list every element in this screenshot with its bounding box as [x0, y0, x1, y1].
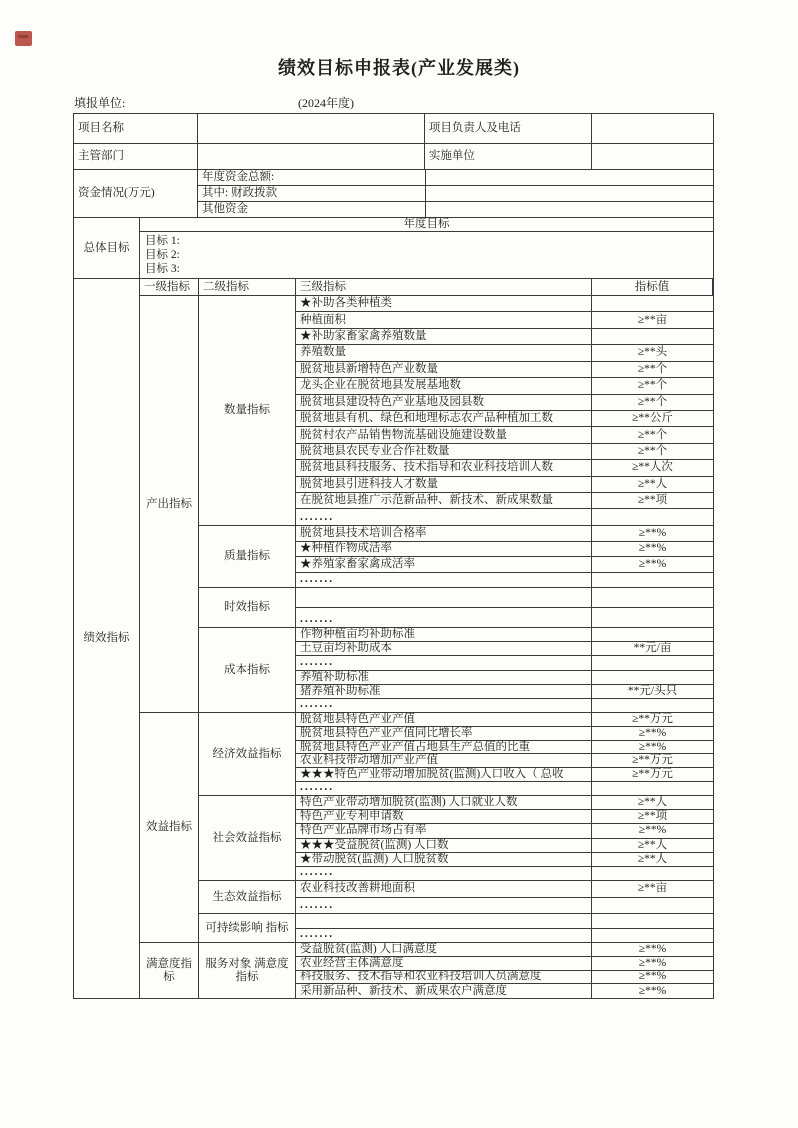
indicator-name-cell: 脱贫地县特色产业产值	[296, 713, 592, 727]
indicators-body	[140, 296, 713, 998]
indicator-value-cell: ≥**亩	[592, 312, 713, 328]
level2-section	[199, 713, 713, 796]
indicator-value-cell: ≥**个	[592, 378, 713, 394]
level1-cell: 产出指标	[140, 296, 199, 713]
indicator-value-cell: ≥**%	[592, 824, 713, 838]
department-value	[198, 144, 425, 170]
indicator-row	[296, 345, 713, 361]
indicator-name-cell: 猪养殖补助标准	[296, 685, 592, 699]
indicator-value-cell: ≥**头	[592, 345, 713, 361]
funds-other-label: 其他资金	[198, 202, 426, 218]
indicator-rows	[296, 588, 713, 628]
level2-cell: 时效指标	[199, 588, 296, 628]
indicator-name-cell: .......	[296, 509, 592, 525]
filler-unit-label: 填报单位:	[74, 96, 126, 110]
indicator-name-cell: 种植面积	[296, 312, 592, 328]
level2-section	[199, 526, 713, 588]
indicator-row	[296, 929, 713, 944]
indicator-row	[296, 378, 713, 394]
level2-cell: 数量指标	[199, 296, 296, 526]
indicator-value-cell	[592, 573, 713, 589]
funds-other-value	[426, 202, 713, 218]
goal-line-3: 目标 3:	[145, 263, 180, 275]
level1-group	[140, 943, 713, 998]
level2-section	[199, 796, 713, 881]
row-project-name	[74, 114, 713, 144]
indicator-name-cell: 作物种植亩均补助标准	[296, 628, 592, 642]
indicator-value-cell	[592, 782, 713, 796]
indicators-header-row	[140, 279, 713, 296]
level1-group	[140, 296, 713, 713]
indicator-name-cell: 受益脱贫(监测) 人口满意度	[296, 943, 592, 957]
indicator-name-cell: 农业经营主体满意度	[296, 957, 592, 971]
indicator-name-cell: 脱贫地县技术培训合格率	[296, 526, 592, 542]
indicator-value-cell	[592, 628, 713, 642]
indicator-name-cell: 脱贫地县特色产业产值同比增长率	[296, 727, 592, 741]
indicator-value-cell: ≥**%	[592, 741, 713, 755]
indicator-value-cell: ≥**公斤	[592, 411, 713, 427]
funds-row-fiscal	[198, 186, 713, 202]
indicator-name-cell: ★养殖家畜家禽成活率	[296, 557, 592, 573]
indicator-rows	[296, 526, 713, 588]
row-overall-goal	[74, 218, 713, 279]
level2-sections	[199, 296, 713, 713]
funds-label: 资金情况(万元)	[74, 170, 198, 218]
leader-phone-value	[592, 114, 713, 144]
indicator-row	[296, 628, 713, 642]
indicator-row	[296, 542, 713, 558]
indicator-name-cell: .......	[296, 656, 592, 670]
indicator-value-cell: ≥**人	[592, 853, 713, 867]
indicator-name-cell: 脱贫地县新增特色产业数量	[296, 362, 592, 378]
indicator-name-cell: ★带动脱贫(监测) 人口脱贫数	[296, 853, 592, 867]
indicator-value-cell: **元/头只	[592, 685, 713, 699]
indicator-row	[296, 573, 713, 589]
indicator-row	[296, 509, 713, 525]
indicator-value-cell: ≥**个	[592, 362, 713, 378]
indicator-value-cell: ≥**个	[592, 395, 713, 411]
indicator-name-cell: .......	[296, 608, 592, 628]
level2-sections	[199, 943, 713, 998]
indicator-value-cell	[592, 296, 713, 312]
indicator-name-cell: ★★★受益脱贫(监测) 人口数	[296, 839, 592, 853]
indicator-value-cell: ≥**万元	[592, 768, 713, 782]
annual-goal-header: 年度目标	[140, 218, 713, 232]
indicator-value-cell: ≥**%	[592, 727, 713, 741]
form-title: 绩效目标申报表(产业发展类)	[278, 58, 520, 78]
indicator-row	[296, 898, 713, 915]
year-label: (2024年度)	[298, 96, 354, 110]
level1-group	[140, 713, 713, 943]
indicator-row	[296, 493, 713, 509]
level2-section	[199, 914, 713, 943]
project-name-label: 项目名称	[74, 114, 198, 144]
indicator-value-cell: **元/亩	[592, 642, 713, 656]
impl-unit-label: 实施单位	[425, 144, 592, 170]
level2-sections	[199, 713, 713, 943]
level2-cell: 质量指标	[199, 526, 296, 588]
indicator-value-cell	[592, 671, 713, 685]
overall-goal-label: 总体目标	[74, 218, 140, 279]
funds-row-total	[198, 170, 713, 186]
indicator-row	[296, 741, 713, 755]
level2-cell: 成本指标	[199, 628, 296, 713]
indicator-value-cell: ≥**%	[592, 557, 713, 573]
form-table	[73, 113, 714, 999]
indicator-name-cell: 采用新品种、新技术、新成果农户满意度	[296, 984, 592, 998]
goal-line-2: 目标 2:	[145, 249, 180, 261]
indicator-row	[296, 444, 713, 460]
indicator-value-cell: ≥**%	[592, 526, 713, 542]
indicator-name-cell: 龙头企业在脱贫地县发展基地数	[296, 378, 592, 394]
indicator-row	[296, 754, 713, 768]
funds-subtable	[198, 170, 713, 218]
indicator-name-cell: ★补助各类种植类	[296, 296, 592, 312]
indicator-value-cell: ≥**人	[592, 839, 713, 853]
level2-cell: 社会效益指标	[199, 796, 296, 881]
indicators-block	[74, 279, 713, 998]
indicator-name-cell: 脱贫地县引进科技人才数量	[296, 477, 592, 493]
indicator-row	[296, 914, 713, 929]
row-funds	[74, 170, 713, 218]
indicator-name-cell: 脱贫地县科技服务、技术指导和农业科技培训人数	[296, 460, 592, 476]
indicator-row	[296, 727, 713, 741]
indicator-name-cell: 特色产业带动增加脱贫(监测) 人口就业人数	[296, 796, 592, 810]
goal-line-1: 目标 1:	[145, 235, 180, 247]
indicator-row	[296, 608, 713, 628]
indicator-row	[296, 411, 713, 427]
level2-section	[199, 943, 713, 998]
indicator-row	[296, 839, 713, 853]
impl-unit-value	[592, 144, 713, 170]
indicator-row	[296, 943, 713, 957]
indicator-value-cell: ≥**个	[592, 444, 713, 460]
indicator-name-cell: 在脱贫地县推广示范新品种、新技术、新成果数量	[296, 493, 592, 509]
indicator-name-cell: 脱贫村农产品销售物流基础设施建设数量	[296, 427, 592, 443]
indicator-value-cell	[592, 867, 713, 881]
indicator-row	[296, 768, 713, 782]
indicator-row	[296, 642, 713, 656]
level2-cell: 服务对象 满意度指标	[199, 943, 296, 998]
level2-section	[199, 296, 713, 526]
indicator-name-cell: .......	[296, 573, 592, 589]
indicator-row	[296, 957, 713, 971]
indicator-name-cell: .......	[296, 699, 592, 713]
indicator-name-cell: .......	[296, 782, 592, 796]
indicator-value-cell: ≥**%	[592, 957, 713, 971]
indicator-name-cell: 农业科技改善耕地面积	[296, 881, 592, 898]
indicators-table	[140, 279, 713, 998]
funds-row-other	[198, 202, 713, 218]
indicator-value-cell: ≥**%	[592, 542, 713, 558]
indicator-value-cell: ≥**%	[592, 971, 713, 985]
indicator-name-cell: .......	[296, 867, 592, 881]
indicator-rows	[296, 628, 713, 713]
indicator-value-cell: ≥**人	[592, 477, 713, 493]
indicator-name-cell: ★★★特色产业带动增加脱贫(监测)人口收入（ 总收	[296, 768, 592, 782]
indicator-rows	[296, 943, 713, 998]
overall-goal-area	[140, 218, 713, 279]
indicator-rows	[296, 713, 713, 796]
corner-logo-icon	[15, 31, 32, 46]
indicator-value-cell	[592, 914, 713, 929]
indicator-value-cell: ≥**亩	[592, 881, 713, 898]
level2-section	[199, 588, 713, 628]
indicator-name-cell: 土豆亩均补助成本	[296, 642, 592, 656]
indicator-row	[296, 427, 713, 443]
indicator-name-cell: ★补助家畜家禽养殖数量	[296, 329, 592, 345]
indicator-row	[296, 971, 713, 985]
indicator-name-cell	[296, 914, 592, 929]
indicator-value-cell: ≥**人	[592, 796, 713, 810]
indicator-row	[296, 810, 713, 824]
indicator-name-cell: 农业科技带动增加产业产值	[296, 754, 592, 768]
indicator-row	[296, 867, 713, 881]
indicator-rows	[296, 914, 713, 943]
indicator-name-cell: 特色产业品牌市场占有率	[296, 824, 592, 838]
indicator-rows	[296, 881, 713, 914]
level2-cell: 可持续影响 指标	[199, 914, 296, 943]
row-department	[74, 144, 713, 170]
indicator-value-cell: ≥**个	[592, 427, 713, 443]
indicator-name-cell: 养殖数量	[296, 345, 592, 361]
indicator-value-cell	[592, 329, 713, 345]
indicator-name-cell: 科技服务、技术指导和农业科技培训人员满意度	[296, 971, 592, 985]
indicator-name-cell: 养殖补助标准	[296, 671, 592, 685]
indicator-row	[296, 685, 713, 699]
level2-cell: 经济效益指标	[199, 713, 296, 796]
indicator-row	[296, 796, 713, 810]
indicator-row	[296, 824, 713, 838]
indicator-row	[296, 588, 713, 608]
indicator-row	[296, 656, 713, 670]
project-name-value	[198, 114, 425, 144]
level1-cell: 效益指标	[140, 713, 199, 943]
indicator-value-cell: ≥**人次	[592, 460, 713, 476]
indicator-row	[296, 699, 713, 713]
indicator-row	[296, 329, 713, 345]
indicator-name-cell: 脱贫地县农民专业合作社数量	[296, 444, 592, 460]
header-level2: 二级指标	[199, 279, 296, 296]
indicator-value-cell: ≥**%	[638, 984, 667, 997]
indicator-name-cell	[296, 588, 592, 608]
indicator-row	[296, 395, 713, 411]
indicator-value-cell	[592, 699, 713, 713]
indicator-value-cell: ≥**项	[592, 810, 713, 824]
goal-lines	[140, 232, 713, 279]
leader-phone-label: 项目负责人及电话	[425, 114, 592, 144]
indicator-name-cell: 脱贫地县特色产业产值占地县生产总值的比重	[296, 741, 592, 755]
indicator-value-cell	[592, 929, 713, 944]
indicator-row	[296, 853, 713, 867]
level2-cell: 生态效益指标	[199, 881, 296, 914]
indicator-row	[296, 460, 713, 476]
indicator-value-cell	[592, 656, 713, 670]
indicator-row	[296, 557, 713, 573]
funds-total-label: 年度资金总额:	[198, 170, 426, 186]
indicator-value-cell: ≥**万元	[592, 754, 713, 768]
header-level3: 三级指标	[296, 279, 592, 296]
indicator-value-cell	[592, 608, 713, 628]
indicator-row	[296, 713, 713, 727]
indicator-row	[296, 881, 713, 898]
funds-fiscal-label: 其中: 财政拨款	[198, 186, 426, 202]
indicator-name-cell: 脱贫地县有机、绿色和地理标志农产品种植加工数	[296, 411, 592, 427]
indicator-row	[296, 782, 713, 796]
funds-fiscal-value	[426, 186, 713, 202]
performance-indicator-label: 绩效指标	[74, 279, 140, 998]
indicator-name-cell: ★种植作物成活率	[296, 542, 592, 558]
indicator-value-cell	[592, 588, 713, 608]
level1-cell: 满意度指标	[140, 943, 199, 998]
header-level1: 一级指标	[140, 279, 199, 296]
indicator-value-cell: ≥**万元	[592, 713, 713, 727]
indicator-row	[296, 312, 713, 328]
indicator-row	[296, 671, 713, 685]
indicator-name-cell: 特色产业专利申请数	[296, 810, 592, 824]
indicator-value-cell	[592, 509, 713, 525]
indicator-value-cell	[592, 898, 713, 915]
indicator-value-cell: ≥**%	[592, 943, 713, 957]
indicator-rows	[296, 796, 713, 881]
indicator-row	[296, 296, 713, 312]
indicator-row	[296, 477, 713, 493]
indicator-rows	[296, 296, 713, 526]
indicator-row	[296, 984, 713, 998]
indicator-row	[296, 362, 713, 378]
level2-section	[199, 628, 713, 713]
level2-section	[199, 881, 713, 914]
indicator-value-cell: ≥**项	[592, 493, 713, 509]
indicator-name-cell: 脱贫地县建设特色产业基地及园县数	[296, 395, 592, 411]
indicator-name-cell: .......	[296, 929, 592, 944]
indicator-name-cell: .......	[296, 898, 592, 915]
indicator-row	[296, 526, 713, 542]
funds-total-value	[426, 170, 713, 186]
department-label: 主管部门	[74, 144, 198, 170]
header-indicator-value: 指标值	[592, 279, 713, 296]
